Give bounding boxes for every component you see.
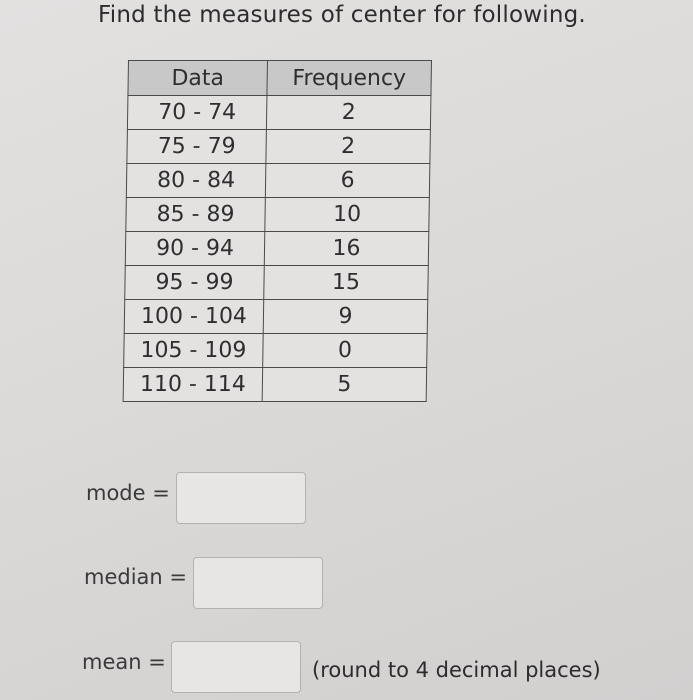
table-row <box>125 232 429 266</box>
question-title: Find the measures of center for following. <box>98 2 586 28</box>
mode-label: mode = <box>86 481 170 505</box>
frequency-cell: 2 <box>266 130 431 164</box>
header-frequency: Frequency <box>267 61 432 96</box>
frequency-cell: 10 <box>265 198 430 232</box>
frequency-cell: 2 <box>266 96 431 130</box>
data-cell: 105 - 109 <box>124 334 264 368</box>
frequency-cell: 16 <box>264 232 429 266</box>
table-row <box>124 334 428 368</box>
header-data: Data <box>128 61 268 96</box>
data-cell: 75 - 79 <box>127 130 267 164</box>
table-row <box>123 368 427 402</box>
data-cell: 80 - 84 <box>126 164 266 198</box>
median-label: median = <box>84 565 187 589</box>
table-row <box>126 198 430 232</box>
data-cell: 85 - 89 <box>126 198 266 232</box>
data-cell: 95 - 99 <box>125 266 265 300</box>
data-cell: 100 - 104 <box>124 300 264 334</box>
median-input[interactable] <box>193 557 323 609</box>
table-row <box>126 164 430 198</box>
mean-input[interactable] <box>171 641 301 693</box>
table-row <box>124 300 428 334</box>
frequency-cell: 9 <box>263 300 428 334</box>
mean-label: mean = <box>82 650 166 674</box>
frequency-cell: 6 <box>265 164 430 198</box>
frequency-cell: 15 <box>264 266 429 300</box>
data-cell: 90 - 94 <box>125 232 265 266</box>
frequency-table <box>123 60 432 402</box>
table-row <box>127 96 431 130</box>
data-cell: 110 - 114 <box>123 368 263 402</box>
table-row <box>125 266 429 300</box>
data-cell: 70 - 74 <box>127 96 267 130</box>
table-row <box>127 130 431 164</box>
frequency-cell: 5 <box>262 368 427 402</box>
table-header-row <box>128 61 432 96</box>
mode-input[interactable] <box>176 472 306 524</box>
rounding-note: (round to 4 decimal places) <box>312 658 601 682</box>
frequency-cell: 0 <box>263 334 428 368</box>
